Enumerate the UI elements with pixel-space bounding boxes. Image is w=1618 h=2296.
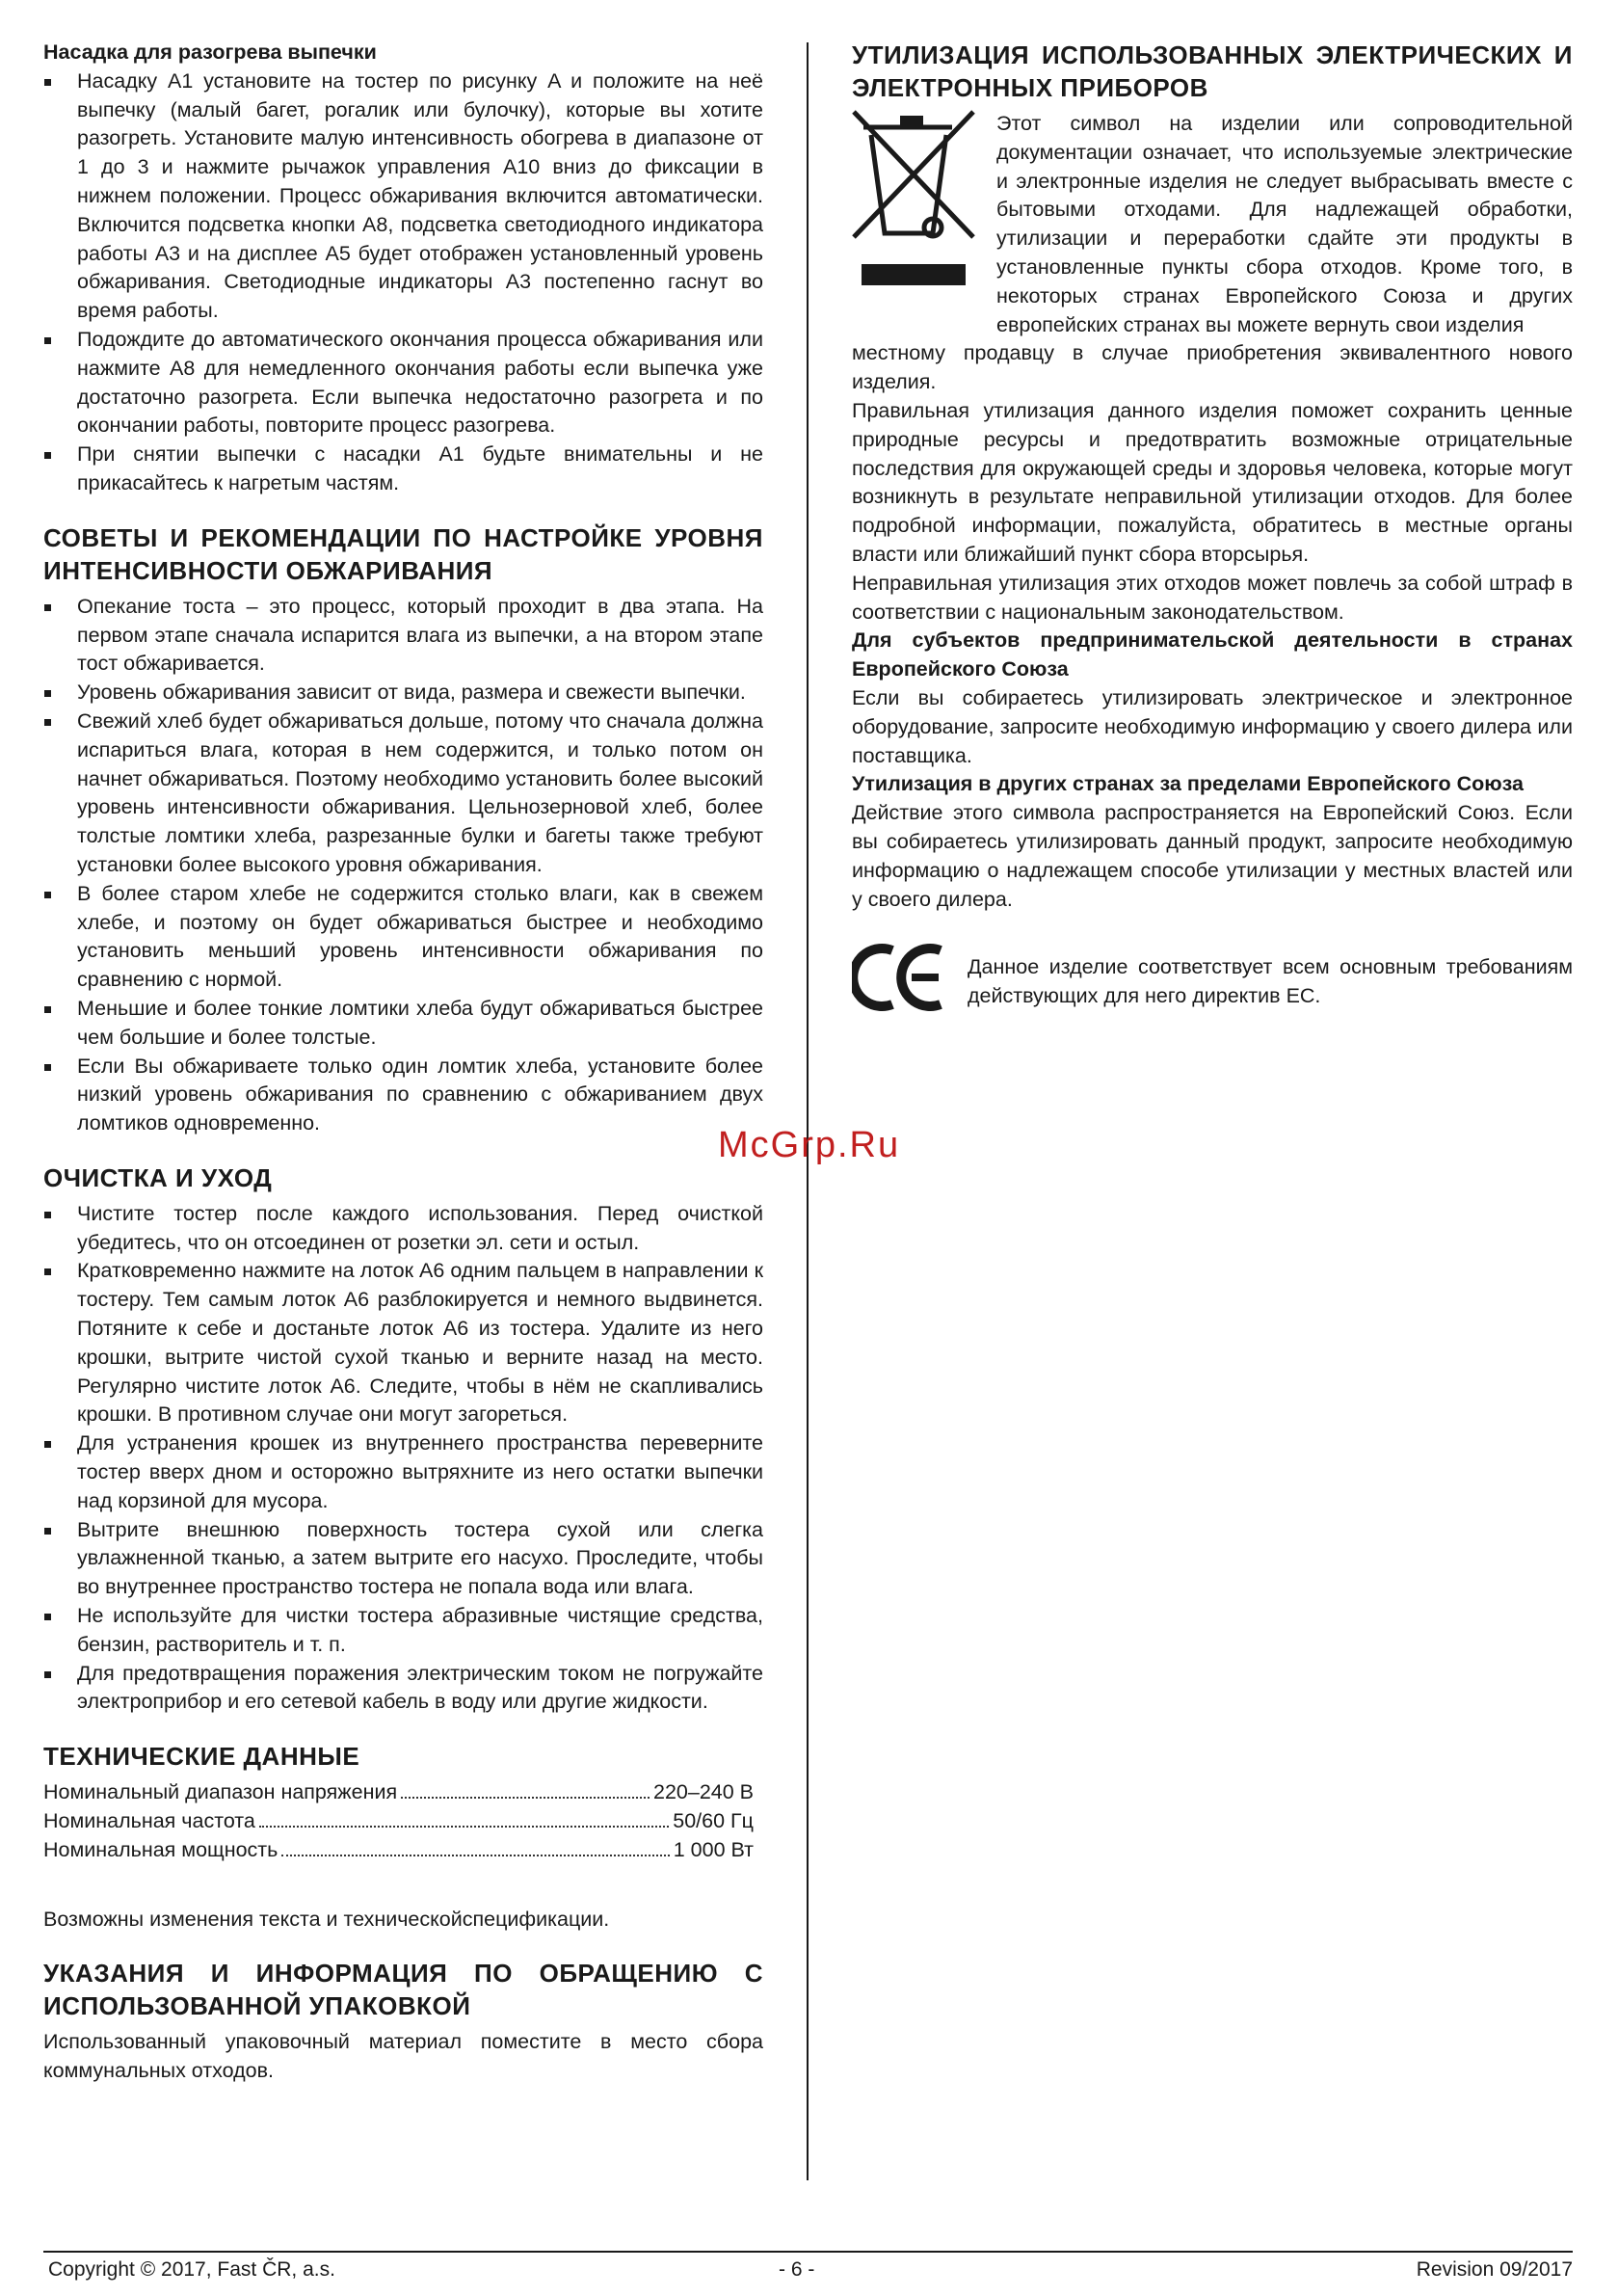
packaging-text: Использованный упаковочный материал поместите в место сбора коммунальных отходов. bbox=[43, 2030, 763, 2083]
watermark: McGrp.Ru bbox=[718, 1125, 901, 1165]
list-item: В более старом хлебе не содержится столько влаги, как в свежем хлебе, и поэтому он будет обжариваться быстрее и необходимо установить меньший уровень интенсивности обжаривания по сравнению с нормой. bbox=[43, 880, 763, 995]
tips-section bbox=[43, 521, 763, 1138]
list-item: Если Вы обжариваете только один ломтик хлеба, установите более низкий уровень обжаривания по сравнению с обжариванием двух ломтиков одновременно. bbox=[43, 1053, 763, 1138]
tech-specs bbox=[43, 1778, 763, 1864]
noneu-text: Действие этого символа распространяется на Европейский Союз. Если вы собираетесь утилизировать данный продукт, запросите необходимую информацию о надлежащем способе утилизации у местных властей или у своего дилера. bbox=[852, 801, 1573, 911]
list-item: Не используйте для чистки тостера абразивные чистящие средства, бензин, растворитель и т. п. bbox=[43, 1602, 763, 1660]
reheat-title: Насадка для разогрева выпечки bbox=[43, 40, 377, 64]
ce-text: Данное изделие соответствует всем основным требованиям действующих для него директив ЕС. bbox=[968, 954, 1573, 1007]
list-item: Насадку A1 установите на тостер по рисунку A и положите на неё выпечку (малый багет, рогалик или булочку), которые вы хотите разогреть. Установите малую интенсивность обогрева в диапазоне от 1 до 3 и нажмите рычажок управления A10 вниз до фиксации в нижнем положении. Процесс обжаривания включится автоматически. Включится подсветка кнопки A8, подсветка светодиодного индикатора работы A3 и на дисплее A5 будет отображен установленный уровень обжаривания. Светодиодные индикаторы A3 постепенно гаснут во время работы. bbox=[43, 67, 763, 326]
weee-intro: Этот символ на изделии или сопроводительной документации означает, что используемые электрические и электронные изделия не следует выбрасывать вместе с бытовыми отходами. Для надлежащей обработки, утилизации и переработки сдайте эти продукты в установленные пункты сбора отходов. Кроме того, в некоторых странах Европейского Союза и других европейских странах вы можете вернуть свои изделия bbox=[996, 112, 1573, 336]
spec-label: Номинальный диапазон напряжения bbox=[43, 1780, 398, 1804]
tips-list bbox=[43, 593, 763, 1138]
noneu-subheading: Утилизация в других странах за пределами Европейского Союза bbox=[852, 772, 1524, 796]
list-item: Кратковременно нажмите на лоток A6 одним пальцем в направлении к тостеру. Тем самым лоток A6 разблокируется и немного выдвинется. Потяните к себе и достаньте лоток A6 из тостера. Удалите из него крошки, вытрите чистой сухой тканью и верните назад на место. Регулярно чистите лоток A6. Следите, чтобы в нём не скапливались крошки. В противном случае они могут загореться. bbox=[43, 1257, 763, 1429]
weee-paragraph: Неправильная утилизация этих отходов может повлечь за собой штраф в соответствии с национальным законодательством. bbox=[852, 571, 1573, 624]
reheat-list bbox=[43, 67, 763, 498]
tips-heading: СОВЕТЫ И РЕКОМЕНДАЦИИ ПО НАСТРОЙКЕ УРОВНЯ ИНТЕНСИВНОСТИ ОБЖАРИВАНИЯ bbox=[43, 522, 763, 585]
eu-text: Если вы собираетесь утилизировать электрическое и электронное оборудование, запросите необходимую информацию у своего дилера или поставщика. bbox=[852, 685, 1573, 767]
spec-value: 220–240 В bbox=[652, 1780, 754, 1804]
dot-leader bbox=[259, 1826, 669, 1828]
dot-leader bbox=[401, 1797, 650, 1799]
footer-revision: Revision 09/2017 bbox=[1416, 2258, 1573, 2281]
ce-mark-icon bbox=[852, 943, 946, 1021]
page-number: - 6 - bbox=[779, 2258, 815, 2281]
weee-block bbox=[852, 110, 1573, 339]
cleaning-heading: ОЧИСТКА И УХОД bbox=[43, 1162, 273, 1192]
weee-heading: УТИЛИЗАЦИЯ ИСПОЛЬЗОВАННЫХ ЭЛЕКТРИЧЕСКИХ И ЭЛЕКТРОННЫХ ПРИБОРОВ bbox=[852, 40, 1573, 102]
dot-leader bbox=[281, 1855, 669, 1856]
weee-paragraph: Правильная утилизация данного изделия поможет сохранить ценные природные ресурсы и предотвратить возможные отрицательные последствия для окружающей среды и здоровья человека, которые могут возникнуть в результате неправильной утилизации отходов. Для более подробной информации, пожалуйста, обратитесь в местные органы власти или ближайший пункт сбора вторсырья. bbox=[852, 398, 1573, 566]
packaging-heading: УКАЗАНИЯ И ИНФОРМАЦИЯ ПО ОБРАЩЕНИЮ С ИСПОЛЬЗОВАННОЙ УПАКОВКОЙ bbox=[43, 1959, 763, 2021]
tech-section bbox=[43, 1740, 763, 1934]
spec-label: Номинальная мощность bbox=[43, 1837, 279, 1861]
reheat-section bbox=[43, 39, 763, 498]
right-column bbox=[852, 39, 1573, 1021]
list-item: Уровень обжаривания зависит от вида, размера и свежести выпечки. bbox=[43, 679, 763, 707]
tech-note: Возможны изменения текста и техническойспецификации. bbox=[43, 1907, 610, 1931]
spec-row bbox=[43, 1836, 754, 1865]
list-item: Свежий хлеб будет обжариваться дольше, потому что сначала должна испариться влага, которая в нем содержится, и только потом он начнет обжариваться. Поэтому необходимо установить более высокий уровень интенсивности обжаривания. Цельнозерновой хлеб, более толстые ломтики хлеба, разрезанные булки и багеты также требуют установки более высокого уровня обжаривания. bbox=[43, 707, 763, 880]
cleaning-section bbox=[43, 1161, 763, 1717]
packaging-section bbox=[43, 1957, 763, 2086]
list-item: При снятии выпечки с насадки A1 будьте внимательны и не прикасайтесь к нагретым частям. bbox=[43, 441, 763, 498]
spec-label: Номинальная частота bbox=[43, 1809, 255, 1833]
weee-intro-cont: местному продавцу в случае приобретения эквивалентного нового изделия. bbox=[852, 341, 1573, 394]
list-item: Меньшие и более тонкие ломтики хлеба будут обжариваться быстрее чем большие и более толстые. bbox=[43, 995, 763, 1053]
footer-divider bbox=[43, 2251, 1573, 2253]
list-item: Чистите тостер после каждого использования. Перед очисткой убедитесь, что он отсоединен от розетки эл. сети и остыл. bbox=[43, 1200, 763, 1258]
spec-value: 50/60 Гц bbox=[673, 1809, 754, 1833]
footer-copyright: Copyright © 2017, Fast ČR, a.s. bbox=[48, 2258, 335, 2281]
left-column bbox=[43, 39, 763, 2086]
tech-heading: ТЕХНИЧЕСКИЕ ДАННЫЕ bbox=[43, 1742, 360, 1772]
spec-row bbox=[43, 1778, 754, 1807]
column-divider bbox=[807, 42, 809, 2180]
list-item: Опекание тоста – это процесс, который проходит в два этапа. На первом этапе сначала испарится влага из выпечки, а на втором этапе тост обжаривается. bbox=[43, 593, 763, 679]
spec-value: 1 000 Вт bbox=[673, 1837, 754, 1861]
cleaning-list bbox=[43, 1200, 763, 1717]
crossed-out-wheelie-bin-icon bbox=[852, 110, 975, 339]
spec-row bbox=[43, 1807, 754, 1836]
list-item: Подождите до автоматического окончания процесса обжаривания или нажмите A8 для немедленного окончания работы если выпечка уже достаточно разогрета. Если выпечка недостаточно разогрета и по окончании работы, повторите процесс разогрева. bbox=[43, 326, 763, 441]
list-item: Для устранения крошек из внутреннего пространства переверните тостер вверх дном и осторожно вытряхните из него остатки выпечки над корзиной для мусора. bbox=[43, 1429, 763, 1515]
list-item: Вытрите внешнюю поверхность тостера сухой или слегка увлажненной тканью, а затем вытрите его насухо. Проследите, чтобы во внутреннее пространство тостера не попала вода или влага. bbox=[43, 1516, 763, 1602]
list-item: Для предотвращения поражения электрическим током не погружайте электроприбор и его сетевой кабель в воду или другие жидкости. bbox=[43, 1660, 763, 1718]
eu-subheading: Для субъектов предпринимательской деятельности в странах Европейского Союза bbox=[852, 628, 1573, 681]
ce-block bbox=[852, 943, 1573, 1021]
